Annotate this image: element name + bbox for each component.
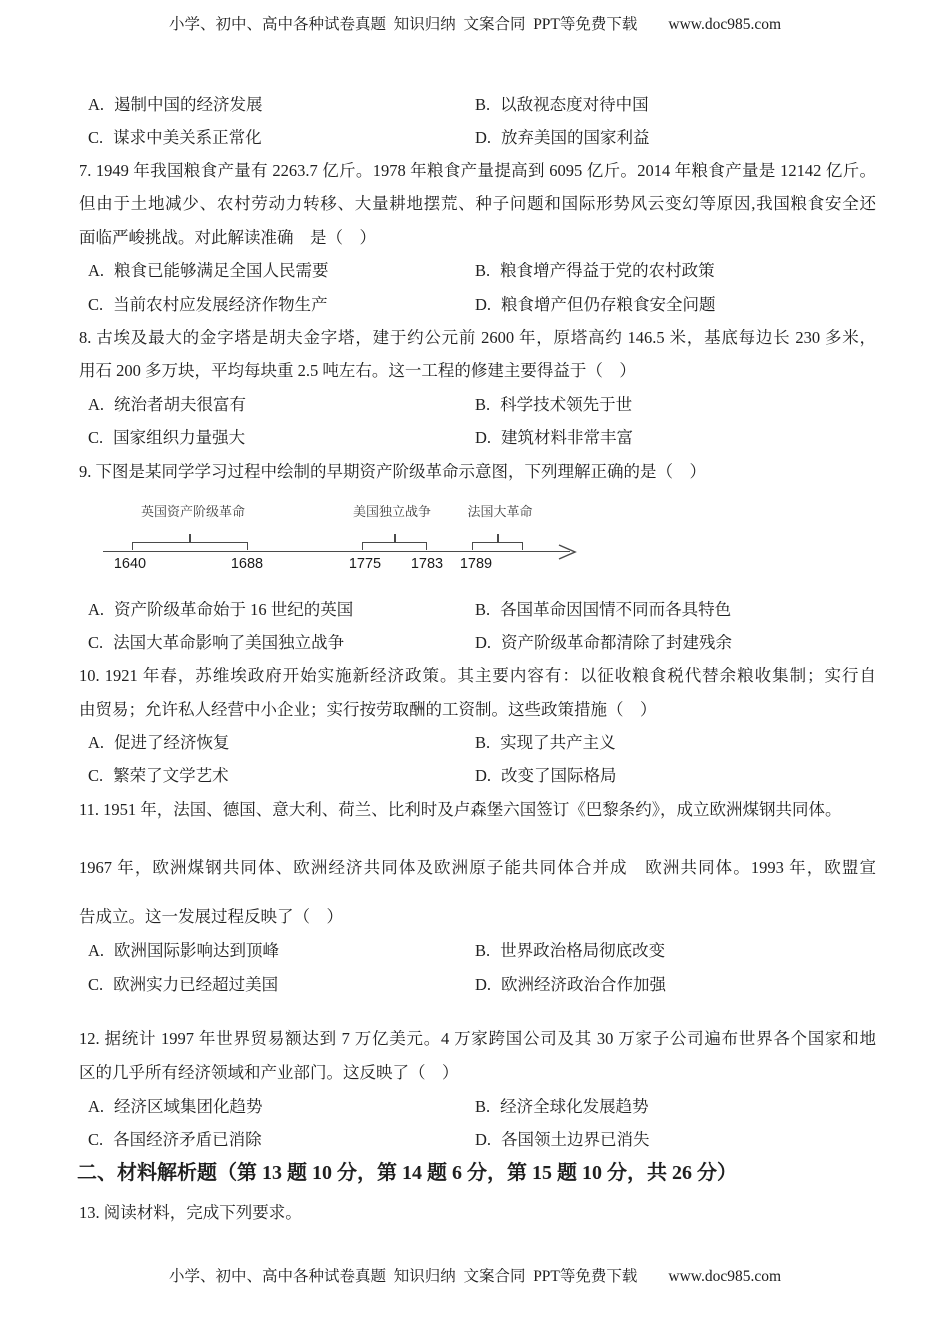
option-a (88, 395, 246, 415)
option-text: 改变了国际格局 (501, 766, 617, 785)
option-letter: D. (475, 633, 492, 652)
q7-stem-line-1: 7. 1949 年我国粮食产量有 2263.7 亿斤。1978 年粮食产量提高到 6095 亿斤。2014 年粮食产量是 12142 亿斤。 (79, 161, 876, 180)
option-text: 资产阶级革命始于 16 世纪的英国 (114, 600, 354, 619)
option-text: 实现了共产主义 (500, 733, 616, 752)
q8-stem-line-1: 8. 古埃及最大的金字塔是胡夫金字塔，建于约公元前 2600 年，原塔高约 146.5 米，基底每边长 230 多米， (79, 328, 876, 347)
option-letter: C. (88, 428, 104, 447)
page-header-watermark: 小学、初中、高中各种试卷真题 知识归纳 文案合同 PPT等免费下载 www.doc985.com (168, 16, 782, 33)
option-c (88, 766, 229, 786)
option-b (475, 600, 731, 620)
option-letter: A. (88, 395, 105, 414)
option-text: 欧洲经济政治合作加强 (501, 975, 667, 994)
q10-stem-line-2: 由贸易；允许私人经营中小企业；实行按劳取酬的工资制。这些政策措施（ ） (79, 700, 657, 719)
q13-stem-line-1: 13. 阅读材料，完成下列要求。 (79, 1203, 302, 1222)
option-b (475, 733, 616, 753)
timeline-label-tick (189, 534, 191, 542)
option-a (88, 600, 353, 620)
option-text: 欧洲实力已经超过美国 (113, 975, 279, 994)
option-text: 粮食已能够满足全国人民需要 (114, 261, 329, 280)
option-a (88, 941, 279, 961)
option-letter: B. (475, 395, 491, 414)
timeline-bracket-american-independence (362, 542, 427, 550)
option-text: 各国经济矛盾已消除 (113, 1130, 262, 1149)
timeline-axis (103, 551, 570, 552)
option-text: 粮食增产得益于党的农村政策 (500, 261, 715, 280)
q7-stem-line-3: 面临严峻挑战。对此解读准确 是（ ） (79, 228, 376, 247)
option-text: 当前农村应发展经济作物生产 (113, 295, 328, 314)
option-letter: C. (88, 128, 104, 147)
timeline-label-tick (497, 534, 499, 542)
q10-stem-line-1: 10. 1921 年春，苏维埃政府开始实施新经济政策。其主要内容有：以征收粮食税代替余粮收集制；实行自 (79, 666, 876, 685)
option-text: 经济区域集团化趋势 (114, 1097, 263, 1116)
option-text: 国家组织力量强大 (113, 428, 246, 447)
option-text: 建筑材料非常丰富 (501, 428, 634, 447)
q11-stem-line-1: 11. 1951 年，法国、德国、意大利、荷兰、比利时及卢森堡六国签订《巴黎条约》，成立欧洲煤钢共同体。 (79, 800, 842, 819)
option-text: 谋求中美关系正常化 (113, 128, 262, 147)
timeline-year: 1783 (410, 556, 444, 572)
option-b (475, 261, 715, 281)
q7-stem-line-2: 但由于土地减少、农村劳动力转移、大量耕地摆荒、种子问题和国际形势风云变幻等原因,我国粮食安全还 (79, 194, 876, 213)
q9-stem-line-1: 9. 下图是某同学学习过程中绘制的早期资产阶级革命示意图，下列理解正确的是（ ） (79, 462, 706, 481)
option-a (88, 1097, 263, 1117)
section-2-heading: 二、材料解析题（第 13 题 10 分，第 14 题 6 分，第 15 题 10 分，共 26 分） (77, 1162, 737, 1184)
option-a (88, 95, 263, 115)
option-c (88, 975, 278, 995)
option-letter: D. (475, 428, 492, 447)
option-a (88, 261, 329, 281)
option-letter: C. (88, 1130, 104, 1149)
option-letter: A. (88, 600, 105, 619)
timeline-event-label: 英国资产阶级革命 (140, 504, 245, 519)
option-d (475, 633, 732, 653)
option-letter: B. (475, 1097, 491, 1116)
option-letter: D. (475, 1130, 492, 1149)
q8-stem-line-2: 用石 200 多万块，平均每块重 2.5 吨左右。这一工程的修建主要得益于（ ） (79, 361, 636, 380)
option-text: 粮食增产但仍存粮食安全问题 (501, 295, 716, 314)
option-text: 各国革命因国情不同而各具特色 (500, 600, 732, 619)
timeline-arrow-icon (556, 543, 578, 561)
timeline-bracket-french-revolution (472, 542, 523, 550)
option-letter: B. (475, 261, 491, 280)
option-letter: A. (88, 95, 105, 114)
option-c (88, 1130, 262, 1150)
option-d (475, 128, 650, 148)
option-text: 各国领土边界已消失 (501, 1130, 650, 1149)
option-b (475, 95, 649, 115)
timeline-bracket-english-revolution (132, 542, 248, 550)
option-text: 放弃美国的国家利益 (501, 128, 650, 147)
option-text: 科学技术领先于世 (500, 395, 633, 414)
timeline-event-label: 法国大革命 (467, 504, 533, 519)
option-b (475, 395, 632, 415)
option-letter: D. (475, 766, 492, 785)
option-text: 欧洲国际影响达到顶峰 (114, 941, 280, 960)
option-b (475, 1097, 649, 1117)
option-text: 资产阶级革命都清除了封建残余 (501, 633, 733, 652)
option-text: 繁荣了文学艺术 (113, 766, 229, 785)
option-text: 世界政治格局彻底改变 (500, 941, 666, 960)
option-d (475, 295, 716, 315)
page-footer-watermark: 小学、初中、高中各种试卷真题 知识归纳 文案合同 PPT等免费下载 www.doc985.com (168, 1268, 782, 1285)
timeline-year: 1775 (348, 556, 382, 572)
option-letter: A. (88, 261, 105, 280)
timeline-label-tick (394, 534, 396, 542)
option-letter: B. (475, 95, 491, 114)
option-letter: B. (475, 941, 491, 960)
timeline-year: 1789 (459, 556, 493, 572)
timeline-year: 1688 (230, 556, 264, 572)
option-c (88, 128, 262, 148)
q11-stem-line-3: 告成立。这一发展过程反映了（ ） (79, 907, 343, 926)
q12-stem-line-2: 区的几乎所有经济领域和产业部门。这反映了（ ） (79, 1063, 459, 1082)
option-letter: D. (475, 295, 492, 314)
timeline-year: 1640 (113, 556, 147, 572)
option-d (475, 975, 666, 995)
option-d (475, 428, 633, 448)
option-b (475, 941, 665, 961)
option-c (88, 633, 344, 653)
option-letter: C. (88, 766, 104, 785)
q12-stem-line-1: 12. 据统计 1997 年世界贸易额达到 7 万亿美元。4 万家跨国公司及其 30 万家子公司遍布世界各个国家和地 (79, 1029, 876, 1048)
option-letter: A. (88, 941, 105, 960)
option-text: 遏制中国的经济发展 (114, 95, 263, 114)
q11-stem-line-2: 1967 年，欧洲煤钢共同体、欧洲经济共同体及欧洲原子能共同体合并成 欧洲共同体。1993 年，欧盟宣 (79, 858, 876, 877)
option-text: 促进了经济恢复 (114, 733, 230, 752)
option-text: 经济全球化发展趋势 (500, 1097, 649, 1116)
option-letter: D. (475, 975, 492, 994)
option-letter: A. (88, 1097, 105, 1116)
option-text: 统治者胡夫很富有 (114, 395, 247, 414)
option-letter: C. (88, 975, 104, 994)
option-d (475, 1130, 650, 1150)
option-letter: B. (475, 733, 491, 752)
option-letter: C. (88, 295, 104, 314)
option-text: 法国大革命影响了美国独立战争 (113, 633, 345, 652)
option-letter: D. (475, 128, 492, 147)
option-c (88, 295, 328, 315)
option-letter: A. (88, 733, 105, 752)
option-letter: B. (475, 600, 491, 619)
option-d (475, 766, 617, 786)
option-a (88, 733, 230, 753)
option-letter: C. (88, 633, 104, 652)
option-c (88, 428, 245, 448)
option-text: 以敌视态度对待中国 (500, 95, 649, 114)
timeline-event-label: 美国独立战争 (352, 504, 431, 519)
